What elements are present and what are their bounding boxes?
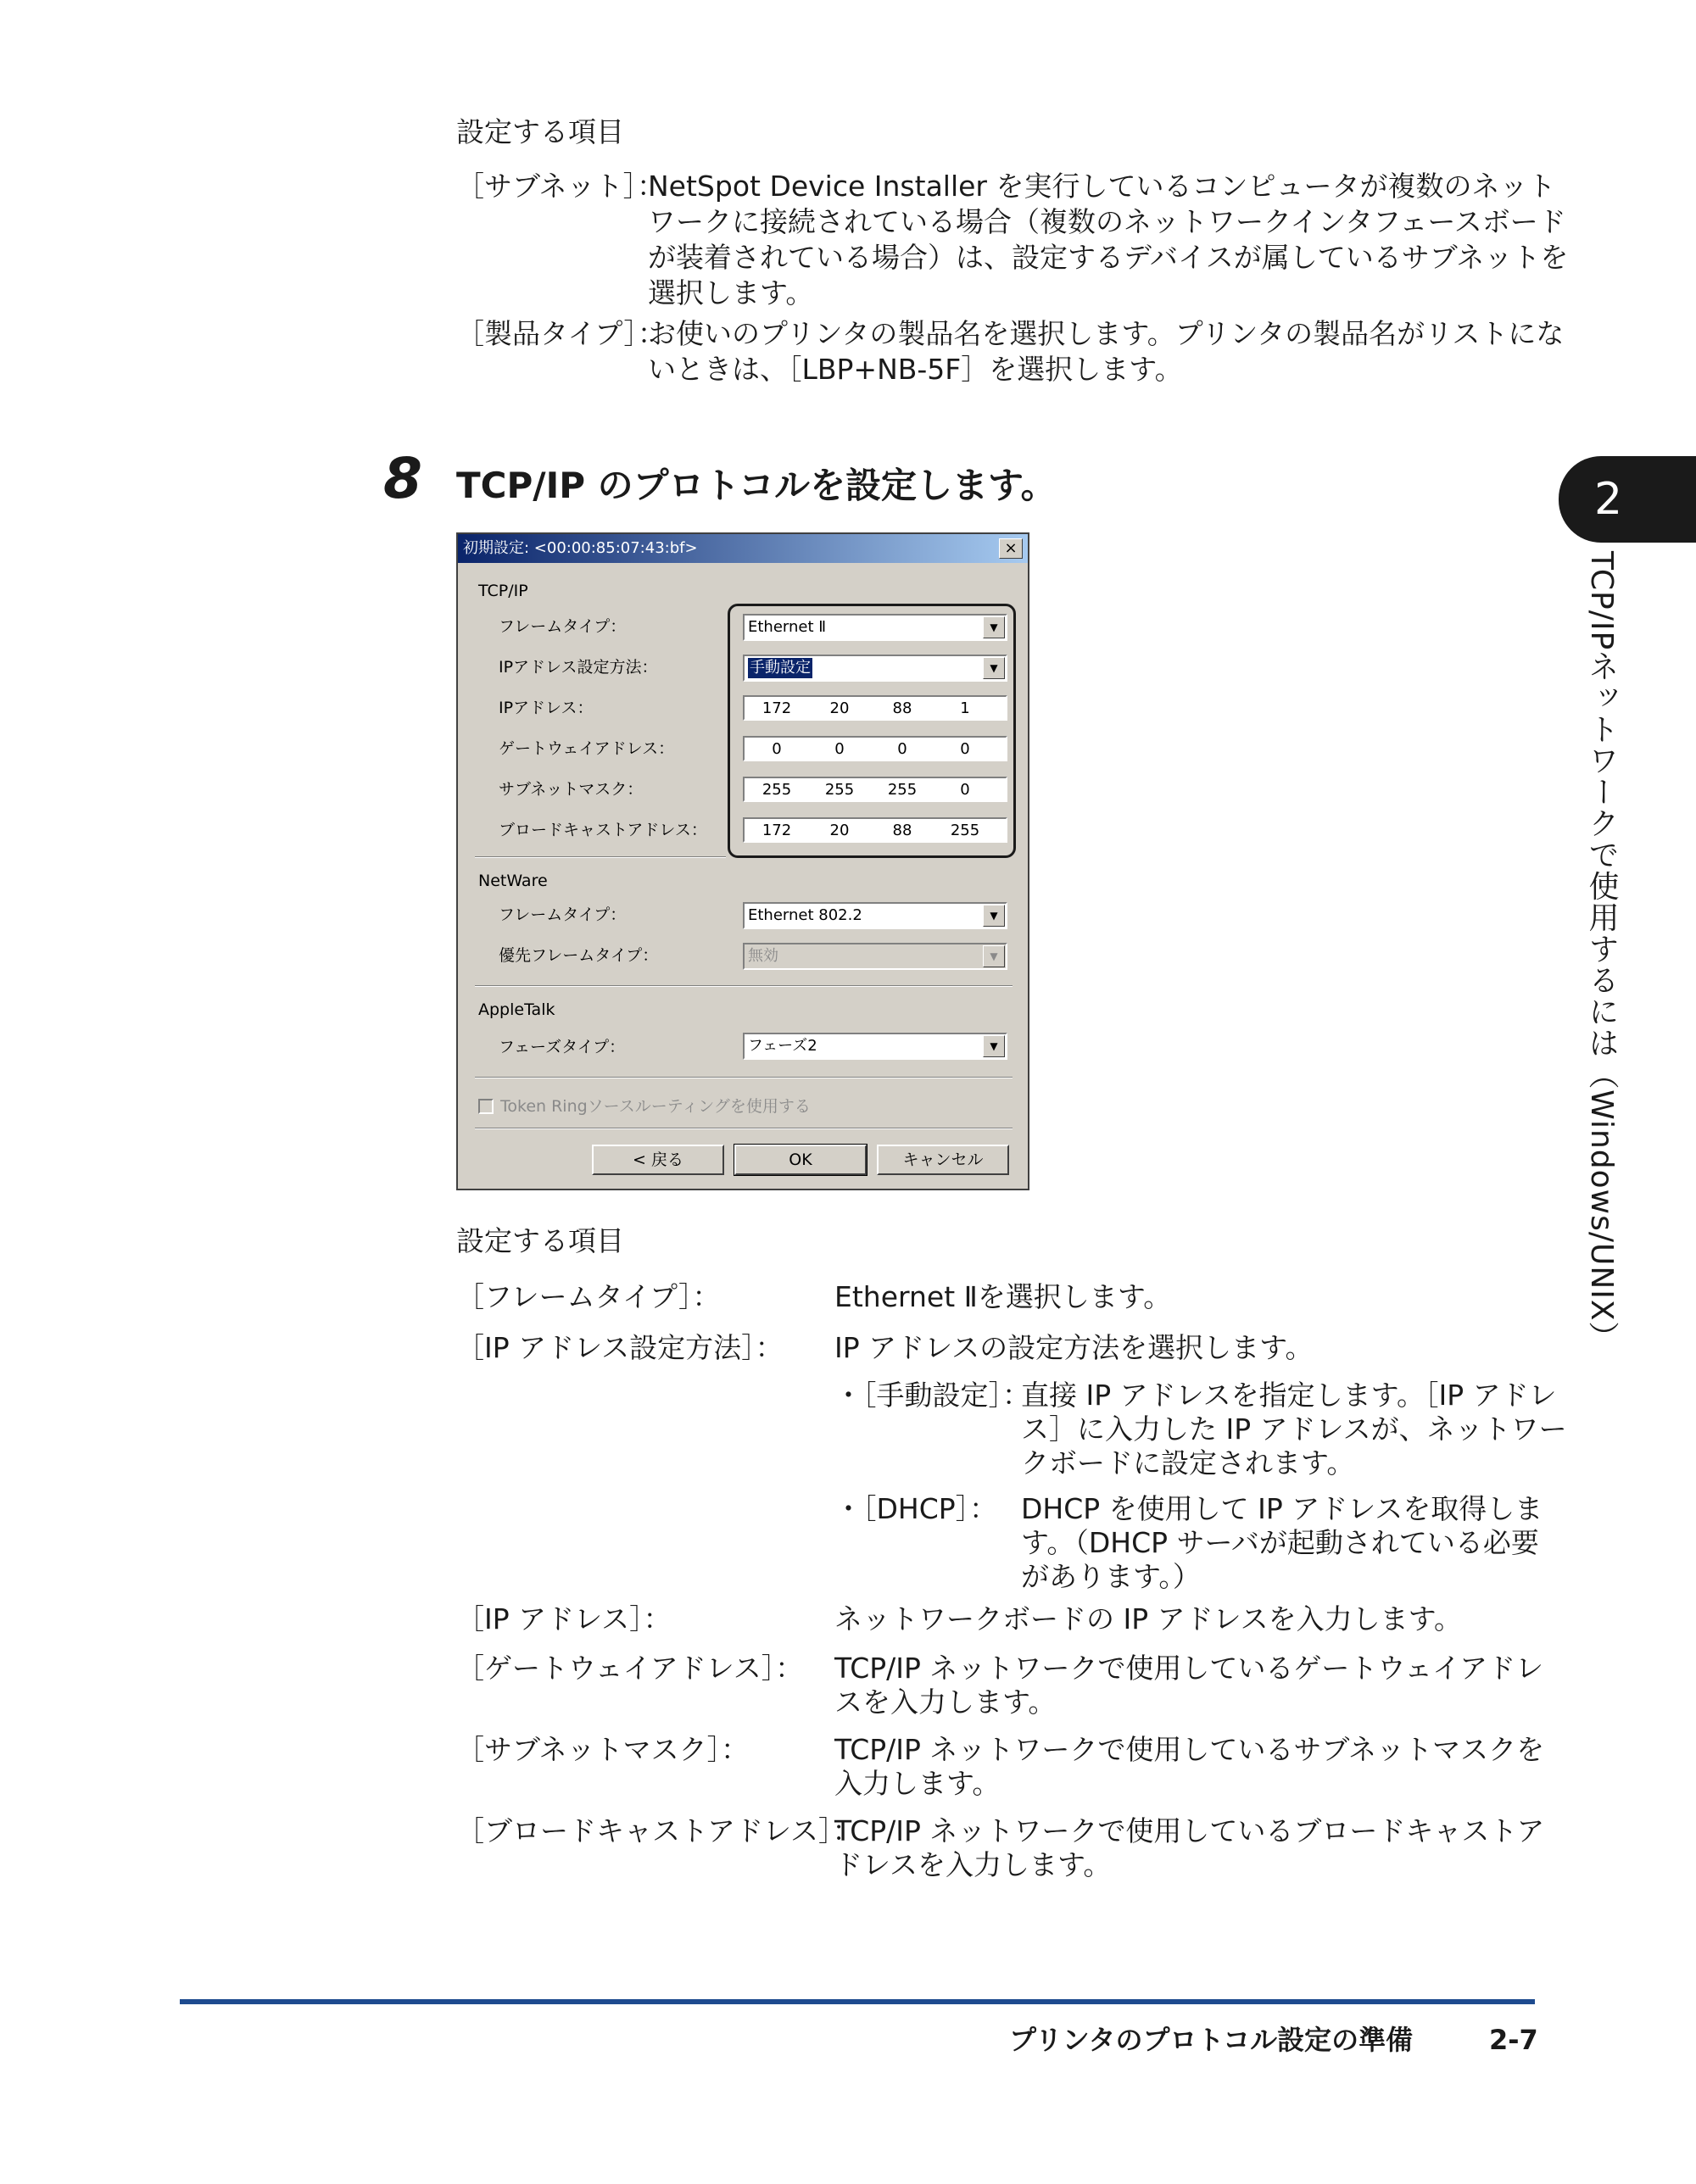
ip-address-desc: ネットワークボードの IP アドレスを入力します。 <box>834 1602 1462 1635</box>
chapter-tab: 2 <box>1559 456 1696 543</box>
subnet-term: ［サブネット］： <box>456 170 666 203</box>
gateway-octet[interactable]: 0 <box>897 740 907 758</box>
netware-frame-select[interactable] <box>743 902 1007 929</box>
broadcast-label: ブロードキャストアドレス： <box>499 821 707 839</box>
chevron-down-icon[interactable]: ▼ <box>983 905 1005 927</box>
subnet-mask-desc-line: TCP/IP ネットワークで使用しているサブネットマスクを <box>834 1733 1545 1766</box>
step-number: 8 <box>383 446 422 511</box>
footer-section-title: プリンタのプロトコル設定の準備 <box>1009 2024 1414 2056</box>
intro-heading: 設定する項目 <box>456 115 624 148</box>
ip-address-field[interactable] <box>743 695 1007 721</box>
subnet-desc-line: ワークに接続されている場合（複数のネットワークインタフェースボード <box>648 205 1566 238</box>
back-button[interactable]: < 戻る <box>592 1145 724 1175</box>
broadcast-desc-line: TCP/IP ネットワークで使用しているブロードキャストア <box>834 1814 1545 1847</box>
ip-method-select[interactable] <box>743 655 1007 682</box>
manual-desc-line: ス］に入力した IP アドレスが、ネットワー <box>1021 1412 1567 1446</box>
mask-octet[interactable]: 0 <box>960 781 970 799</box>
broadcast-octet[interactable]: 172 <box>762 822 792 839</box>
gateway-field[interactable] <box>743 736 1007 761</box>
gateway-octet[interactable]: 0 <box>960 740 970 758</box>
gateway-octet[interactable]: 0 <box>834 740 845 758</box>
gateway-term: ［ゲートウェイアドレス］： <box>456 1652 804 1685</box>
chevron-down-icon: ▼ <box>983 945 1005 967</box>
gateway-label: ゲートウェイアドレス： <box>499 739 675 758</box>
ip-method-value: 手動設定 <box>750 659 811 677</box>
appletalk-divider <box>475 1077 1013 1078</box>
product-type-desc-line: いときは、［LBP+NB-5F］を選択します。 <box>648 353 1183 386</box>
token-ring-label: Token Ringソースルーティングを使用する <box>500 1097 811 1116</box>
dialog-titlebar[interactable] <box>458 534 1028 563</box>
frame-type-select[interactable] <box>743 614 1007 641</box>
ip-method-term: ［IP アドレス設定方法］： <box>456 1331 784 1364</box>
close-button[interactable]: × <box>999 538 1023 559</box>
gateway-desc-line: スを入力します。 <box>834 1685 1057 1719</box>
subnet-desc-line: NetSpot Device Installer を実行しているコンピュータが複数のネット <box>648 170 1556 203</box>
subnet-mask-term: ［サブネットマスク］： <box>456 1733 750 1766</box>
chapter-side-title: TCP/IPネットワークで使用するには（Windows/UNIX） <box>1584 551 1619 1353</box>
netware-divider <box>475 985 1013 987</box>
frame-type-term: ［フレームタイプ］： <box>456 1280 721 1313</box>
pref-frame-label: 優先フレームタイプ： <box>499 946 659 965</box>
tcpip-group-label: TCP/IP <box>478 582 528 600</box>
phase-type-value: フェーズ2 <box>748 1037 817 1055</box>
page-number: 2-7 <box>1489 2024 1538 2056</box>
dhcp-desc-line: DHCP を使用して IP アドレスを取得しま <box>1021 1492 1543 1525</box>
broadcast-octet[interactable]: 88 <box>892 822 912 839</box>
netware-frame-label: フレームタイプ： <box>499 905 627 924</box>
dhcp-desc-line: す。（DHCP サーバが起動されている必要 <box>1021 1526 1539 1559</box>
pref-frame-select <box>743 943 1007 970</box>
broadcast-octet[interactable]: 20 <box>829 822 850 839</box>
manual-desc-line: クボードに設定されます。 <box>1021 1446 1355 1479</box>
footer-rule <box>180 1999 1535 2004</box>
settings-heading: 設定する項目 <box>456 1224 624 1257</box>
step-title: TCP/IP のプロトコルを設定します。 <box>456 465 1057 506</box>
dhcp-desc-line: があります。） <box>1021 1560 1201 1593</box>
netware-frame-value: Ethernet 802.2 <box>748 906 862 924</box>
dhcp-term: ・［DHCP］： <box>834 1492 998 1525</box>
ip-address-label: IPアドレス： <box>499 699 594 717</box>
cancel-button[interactable]: キャンセル <box>877 1145 1009 1175</box>
subnet-mask-desc-line: 入力します。 <box>834 1767 1001 1800</box>
buttons-divider <box>475 1128 1013 1129</box>
manual-desc-line: 直接 IP アドレスを指定します。［IP アドレ <box>1021 1379 1557 1412</box>
broadcast-field[interactable] <box>743 817 1007 843</box>
phase-type-select[interactable] <box>743 1033 1007 1060</box>
ok-button[interactable]: OK <box>734 1145 867 1175</box>
ip-address-term: ［IP アドレス］： <box>456 1602 672 1635</box>
ip-octet[interactable]: 88 <box>892 699 912 717</box>
broadcast-octet[interactable]: 255 <box>950 822 980 839</box>
frame-type-label: フレームタイプ： <box>499 617 627 636</box>
ip-method-desc: IP アドレスの設定方法を選択します。 <box>834 1331 1314 1364</box>
mask-octet[interactable]: 255 <box>762 781 792 799</box>
mask-octet[interactable]: 255 <box>887 781 918 799</box>
gateway-octet[interactable]: 0 <box>772 740 782 758</box>
ip-octet[interactable]: 172 <box>762 699 792 717</box>
ip-octet[interactable]: 20 <box>829 699 850 717</box>
phase-type-label: フェーズタイプ： <box>499 1038 626 1056</box>
token-ring-checkbox[interactable] <box>478 1099 494 1114</box>
ip-octet[interactable]: 1 <box>960 699 970 717</box>
chevron-down-icon[interactable]: ▼ <box>983 1035 1005 1057</box>
subnet-mask-label: サブネットマスク： <box>499 780 644 799</box>
pref-frame-value: 無効 <box>748 947 778 965</box>
product-type-term: ［製品タイプ］： <box>456 317 666 350</box>
subnet-desc-line: が装着されている場合）は、設定するデバイスが属しているサブネットを <box>648 241 1569 274</box>
broadcast-desc-line: ドレスを入力します。 <box>834 1848 1112 1881</box>
initial-settings-dialog <box>456 532 1029 1190</box>
tcpip-divider <box>475 856 726 858</box>
gateway-desc-line: TCP/IP ネットワークで使用しているゲートウェイアドレ <box>834 1652 1544 1685</box>
chevron-down-icon[interactable]: ▼ <box>983 657 1005 679</box>
chevron-down-icon[interactable]: ▼ <box>983 616 1005 638</box>
product-type-desc-line: お使いのプリンタの製品名を選択します。プリンタの製品名がリストにな <box>648 317 1565 350</box>
subnet-desc-line: 選択します。 <box>648 276 814 309</box>
manual-term: ・［手動設定］： <box>834 1379 1030 1412</box>
netware-group-label: NetWare <box>478 872 548 890</box>
subnet-mask-field[interactable] <box>743 777 1007 802</box>
frame-type-desc: Ethernet Ⅱを選択します。 <box>834 1280 1172 1313</box>
mask-octet[interactable]: 255 <box>824 781 855 799</box>
frame-type-value: Ethernet Ⅱ <box>748 618 827 636</box>
dialog-title: 初期設定: <00:00:85:07:43:bf> <box>463 539 698 557</box>
broadcast-term: ［ブロードキャストアドレス］： <box>456 1814 861 1847</box>
appletalk-group-label: AppleTalk <box>478 1000 555 1019</box>
ip-method-label: IPアドレス設定方法： <box>499 658 658 677</box>
